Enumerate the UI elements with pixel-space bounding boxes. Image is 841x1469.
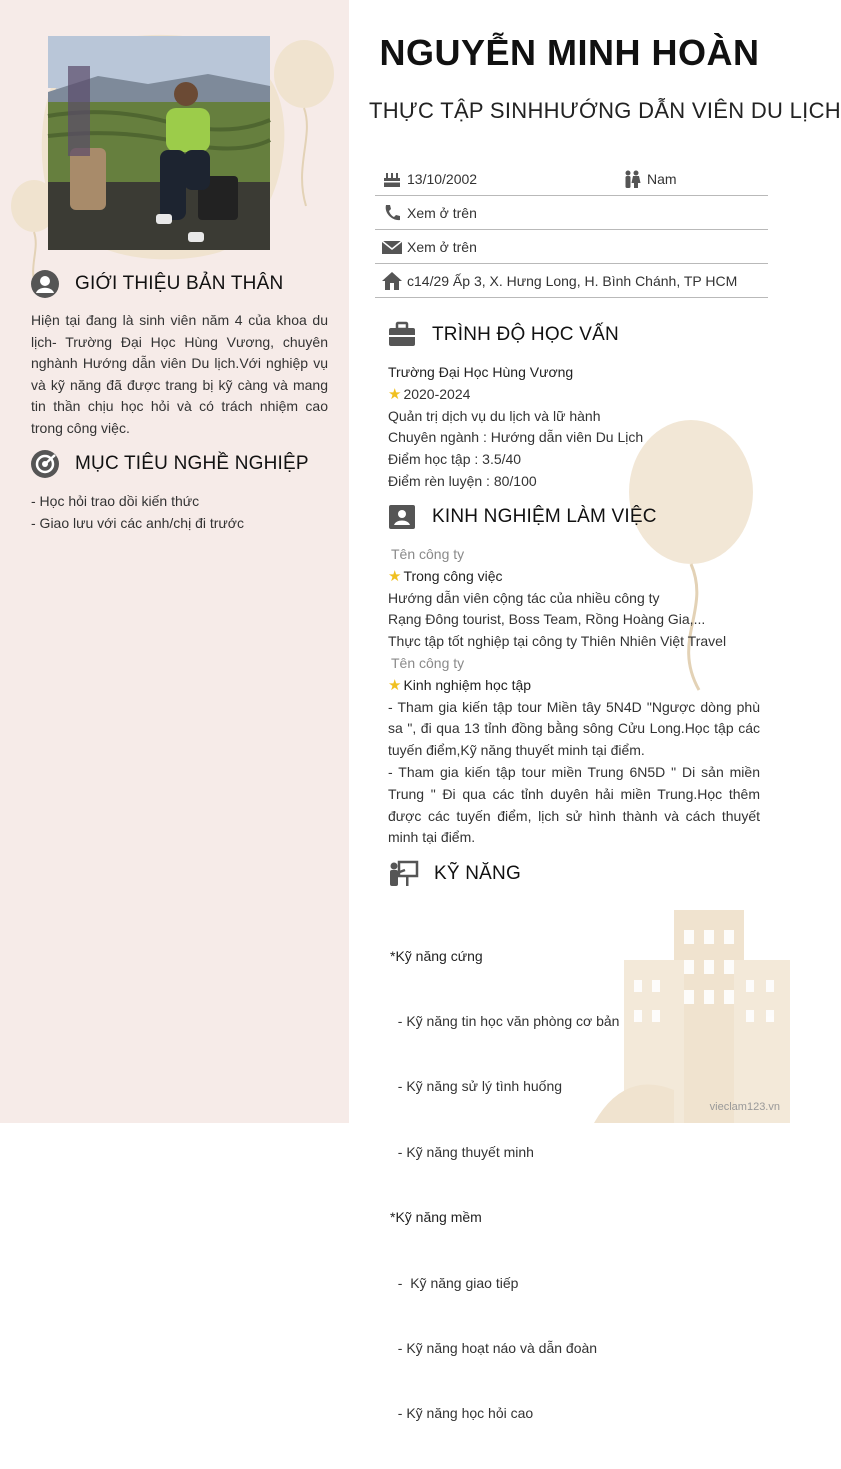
- experience-role: Trong công việc: [403, 567, 503, 584]
- school-name: Trường Đại Học Hùng Vương: [388, 364, 574, 380]
- star-icon: ★: [388, 676, 402, 694]
- education-title: TRÌNH ĐỘ HỌC VẤN: [432, 324, 619, 345]
- education-field: Quản trị dịch vụ du lịch và lữ hành: [388, 407, 601, 424]
- education-section-header: [388, 322, 619, 348]
- experience-role: Kinh nghiệm học tập: [403, 676, 532, 693]
- contact-row-address: [375, 264, 768, 298]
- education-specialization: Chuyên ngành : Hướng dẫn viên Du Lịch: [388, 429, 644, 446]
- id-card-icon: [388, 504, 416, 530]
- people-icon: [621, 168, 643, 190]
- user-circle-icon: [31, 270, 59, 298]
- experience-content: [388, 544, 760, 849]
- star-icon: ★: [388, 385, 402, 403]
- list-item: - Học hỏi trao dồi kiến thức: [31, 493, 200, 509]
- experience-line: Hướng dẫn viên cộng tác của nhiều công ty: [388, 589, 660, 606]
- contact-row-email: [375, 230, 768, 264]
- candidate-position: THỰC TẬP SINHHƯỚNG DẪN VIÊN DU LỊCH: [369, 98, 841, 123]
- experience-line: Rạng Đông tourist, Boss Team, Rồng Hoàng Gia,...: [388, 611, 706, 628]
- phone-value: Xem ở trên: [407, 204, 477, 221]
- about-text: Hiện tại đang là sinh viên năm 4 của khoa du lịch- Trường Đại Học Hùng Vương, chuyên nghành Hướng dẫn viên Du lịch.Với nghiệp vụ và kỹ năng đã được trang bị kỹ càng và mang tin thần chịu học hỏi và có trách nhiệm cao trong công việc.: [31, 312, 328, 436]
- candidate-name: NGUYỄN MINH HOÀN: [379, 32, 760, 73]
- sidebar: [0, 0, 349, 1123]
- skill-item: - Kỹ năng học hỏi cao: [390, 1405, 534, 1422]
- contact-row-birthday: [375, 162, 768, 196]
- gender-value: Nam: [647, 171, 677, 187]
- skill-item: - Kỹ năng giao tiếp: [390, 1274, 519, 1291]
- career-goal-title: MỤC TIÊU NGHỀ NGHIỆP: [75, 453, 309, 474]
- career-goal-section-header: [31, 450, 309, 478]
- experience-line: - Tham gia kiến tập tour Miền tây 5N4D "Ngược dòng phù sa ", đi qua 13 tỉnh đồng bằng sông Cửu Long.Học tập các tuyến điểm,Kỹ năng thuyết minh tại điểm.: [388, 698, 760, 759]
- phone-icon: [381, 202, 403, 224]
- email-value: Xem ở trên: [407, 238, 477, 255]
- education-content: [388, 362, 760, 493]
- briefcase-icon: [388, 322, 416, 348]
- skill-item: - Kỹ năng tin học văn phòng cơ bản: [390, 1012, 620, 1029]
- skill-item: - Kỹ năng sử lý tình huống: [390, 1078, 563, 1095]
- avatar: [48, 36, 270, 250]
- company-name: Tên công ty: [391, 654, 465, 671]
- profile-photo-frame: [40, 30, 290, 260]
- education-conduct: Điểm rèn luyện : 80/100: [388, 472, 537, 489]
- education-period: 2020-2024: [403, 385, 471, 402]
- contact-row-phone: [375, 196, 768, 230]
- watermark: vieclam123.vn: [709, 1101, 780, 1113]
- main-content: [349, 0, 841, 1422]
- skills-content: [390, 902, 762, 1469]
- experience-section-header: [388, 504, 657, 530]
- about-title: GIỚI THIỆU BẢN THÂN: [75, 273, 284, 294]
- target-icon: [31, 450, 59, 478]
- cake-icon: [381, 168, 403, 190]
- star-icon: ★: [388, 567, 402, 585]
- soft-skills-title: *Kỹ năng mềm: [390, 1209, 482, 1226]
- skills-title: KỸ NĂNG: [434, 863, 521, 884]
- list-item: - Giao lưu với các anh/chị đi trước: [31, 515, 244, 531]
- experience-title: KINH NGHIỆM LÀM VIỆC: [432, 506, 657, 527]
- education-gpa: Điểm học tập : 3.5/40: [388, 451, 522, 468]
- experience-line: - Tham gia kiến tập tour miền Trung 6N5D " Di sản miền Trung " Đi qua các tỉnh duyên hải miền Trung.Học thêm được các tuyến điểm, lịch sử hình thành và cách thuyết minh tại điểm.: [388, 763, 760, 846]
- career-goal-list: [31, 490, 328, 534]
- experience-role-row: [388, 566, 760, 588]
- presenter-icon: [388, 860, 418, 888]
- gender-field: [615, 162, 677, 196]
- hard-skills-title: *Kỹ năng cứng: [390, 947, 483, 964]
- house-icon: [381, 270, 403, 292]
- address-value: c14/29 Ấp 3, X. Hưng Long, H. Bình Chánh, TP HCM: [407, 272, 738, 289]
- experience-line: Thực tập tốt nghiệp tại công ty Thiên Nhiên Việt Travel: [388, 633, 727, 650]
- birthday-value: 13/10/2002: [407, 170, 478, 187]
- education-period-row: [388, 384, 760, 406]
- skill-item: - Kỹ năng hoạt náo và dẫn đoàn: [390, 1339, 598, 1356]
- company-name: Tên công ty: [391, 546, 465, 562]
- experience-role-row: [388, 675, 760, 697]
- about-section-header: [31, 270, 283, 298]
- skill-item: - Kỹ năng thuyết minh: [390, 1143, 534, 1160]
- skills-section-header: [388, 860, 521, 888]
- envelope-icon: [381, 236, 403, 258]
